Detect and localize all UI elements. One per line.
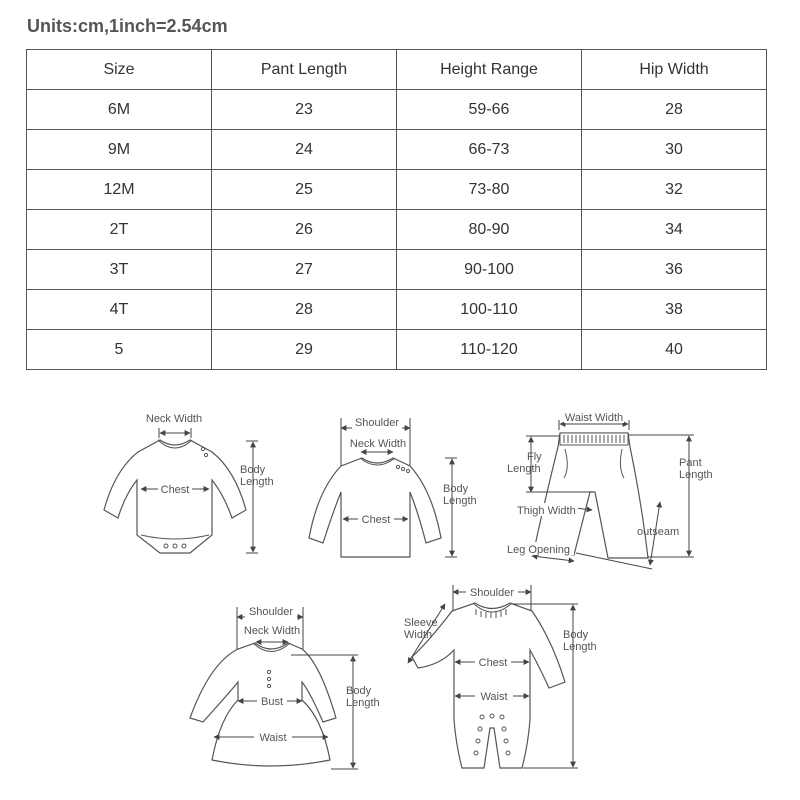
bust-label: Bust [260,696,284,708]
chest-label: Chest [478,657,508,669]
table-cell: 5 [27,330,212,370]
table-cell: 6M [27,90,212,130]
table-cell: 9M [27,130,212,170]
table-cell: 28 [212,290,397,330]
column-header: Height Range [397,50,582,90]
dress-diagram [190,604,380,769]
table-cell: 2T [27,210,212,250]
chest-label: Chest [160,484,190,496]
column-header: Hip Width [582,50,767,90]
waist-label: Waist [259,732,287,744]
table-cell: 36 [582,250,767,290]
table-cell: 24 [212,130,397,170]
table-cell: 100-110 [397,290,582,330]
body-length-label: Length [563,641,597,653]
neck-width-label: Neck Width [349,438,407,450]
thigh-width-label: Thigh Width [517,505,576,517]
pants-diagram [506,412,713,569]
table-cell: 32 [582,170,767,210]
column-header: Size [27,50,212,90]
neck-width-label: Neck Width [243,625,301,637]
table-cell: 73-80 [397,170,582,210]
table-cell: 30 [582,130,767,170]
sleeve-width-label: Sleeve [404,617,438,629]
pant-length-label: Length [679,469,713,481]
leg-opening-label: Leg Opening [507,544,570,556]
top-diagram [309,415,477,557]
pant-length-label: Pant [679,457,702,469]
table-cell: 25 [212,170,397,210]
table-cell: 28 [582,90,767,130]
pants-outline [534,433,648,558]
outseam-label: outseam [637,526,680,538]
top-outline [309,458,441,557]
waist-width-label: Waist Width [564,412,624,424]
body-length-label: Body [563,629,589,641]
body-length-label: Body [240,464,266,476]
fly-length-label: Fly [527,451,542,463]
units-note: Units:cm,1inch=2.54cm [27,16,228,36]
table-cell: 38 [582,290,767,330]
table-cell: 27 [212,250,397,290]
shoulder-label: Shoulder [248,606,294,618]
waist-label: Waist [480,691,508,703]
table-cell: 40 [582,330,767,370]
table-cell: 66-73 [397,130,582,170]
romper-diagram [404,585,597,768]
body-length-label: Body [346,685,372,697]
table-cell: 59-66 [397,90,582,130]
bodysuit-diagram [104,413,274,553]
table-cell: 26 [212,210,397,250]
sleeve-width-label: Width [404,629,433,641]
body-length-label: Length [346,697,380,709]
table-cell: 80-90 [397,210,582,250]
table-cell: 23 [212,90,397,130]
chest-label: Chest [361,514,391,526]
body-length-label: Length [240,476,274,488]
column-header: Pant Length [212,50,397,90]
table-cell: 90-100 [397,250,582,290]
shoulder-label: Shoulder [354,417,400,429]
table-cell: 29 [212,330,397,370]
neck-width-label: Neck Width [145,413,203,425]
bodysuit-outline [104,440,246,553]
body-length-label: Length [443,495,477,507]
fly-length-label: Length [507,463,541,475]
table-cell: 4T [27,290,212,330]
table-cell: 110-120 [397,330,582,370]
shoulder-label: Shoulder [469,587,515,599]
table-cell: 12M [27,170,212,210]
body-length-label: Body [443,483,469,495]
table-cell: 3T [27,250,212,290]
table-cell: 34 [582,210,767,250]
